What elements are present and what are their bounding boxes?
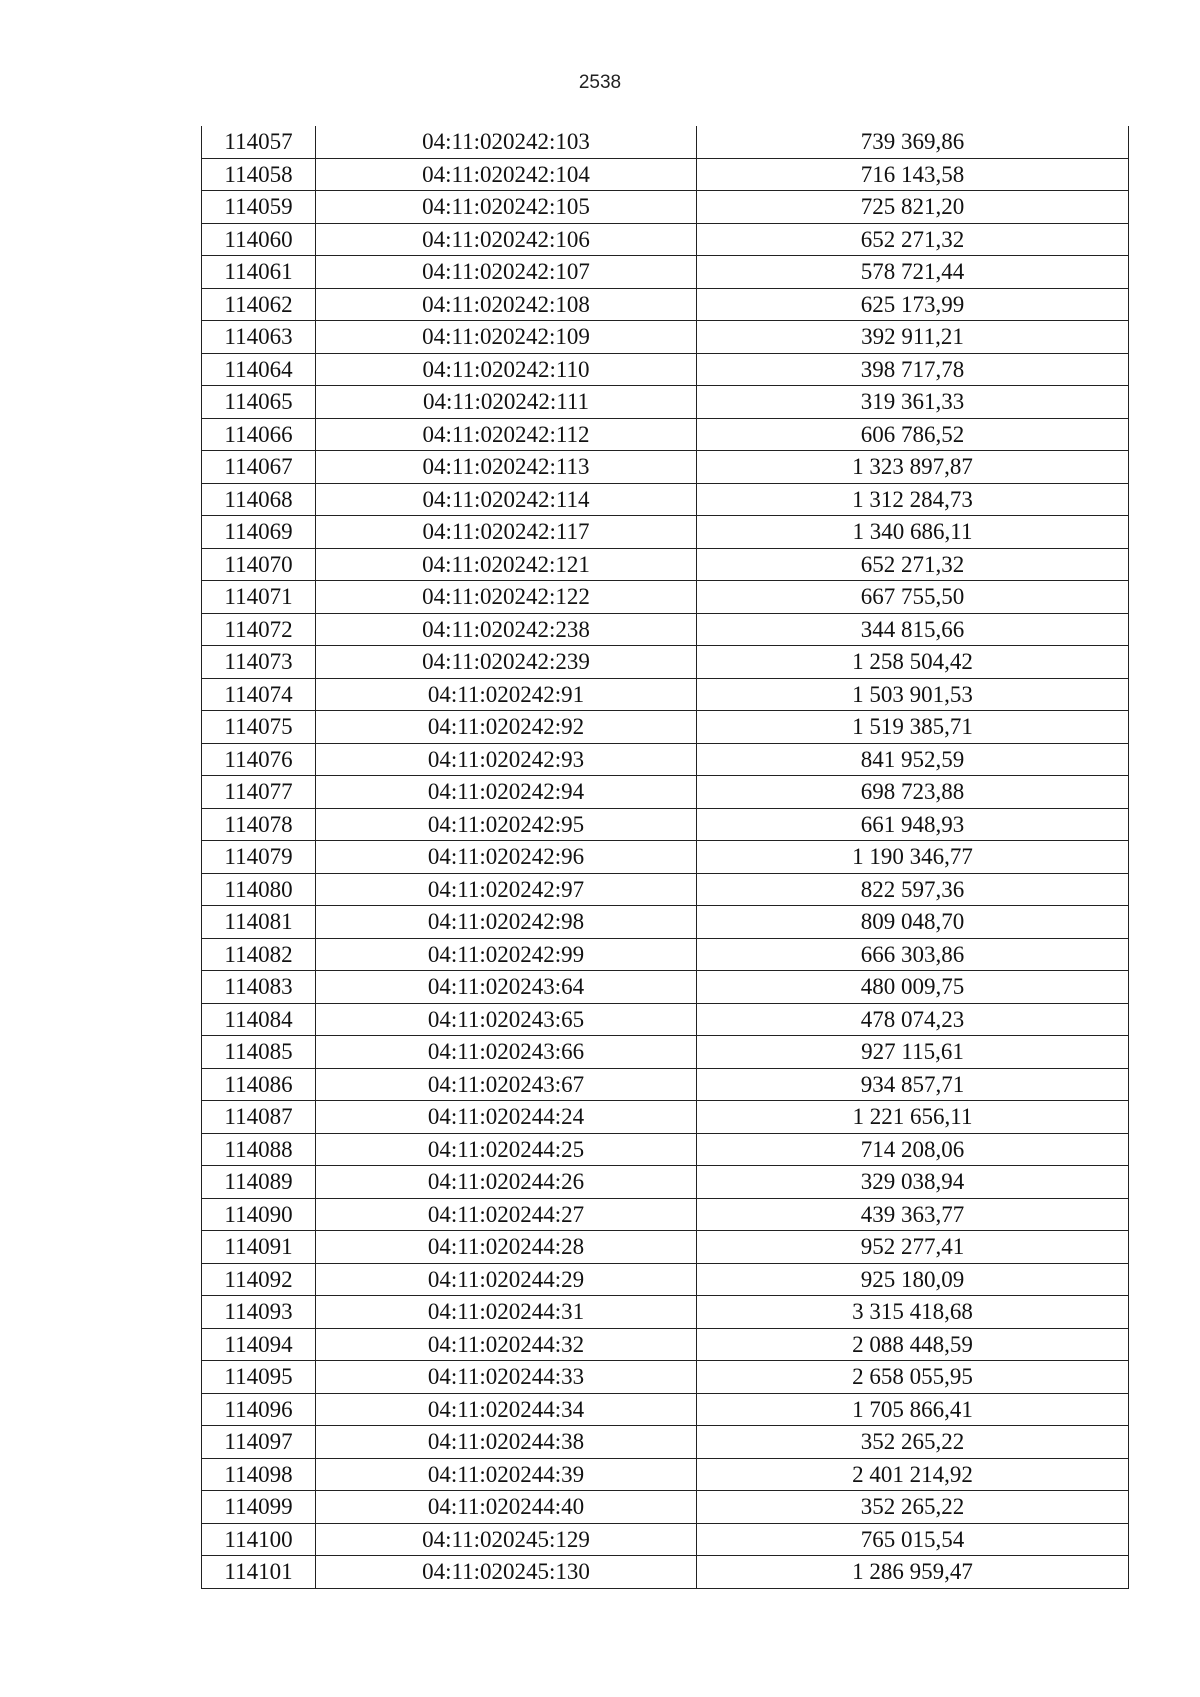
table-row [202, 1068, 1129, 1101]
table-row [202, 1328, 1129, 1361]
value-cell: 439 363,77 [697, 1198, 1129, 1231]
table-row [202, 808, 1129, 841]
table-row [202, 548, 1129, 581]
table-row [202, 223, 1129, 256]
value-cell: 822 597,36 [697, 873, 1129, 906]
cadastral-number-cell: 04:11:020242:96 [316, 841, 697, 874]
cadastral-number-cell: 04:11:020244:26 [316, 1166, 697, 1199]
table-row [202, 646, 1129, 679]
row-number-cell: 114071 [202, 581, 316, 614]
row-number-cell: 114069 [202, 516, 316, 549]
value-cell: 661 948,93 [697, 808, 1129, 841]
row-number-cell: 114065 [202, 386, 316, 419]
table-row [202, 613, 1129, 646]
row-number-cell: 114088 [202, 1133, 316, 1166]
value-cell: 698 723,88 [697, 776, 1129, 809]
value-cell: 392 911,21 [697, 321, 1129, 354]
value-cell: 934 857,71 [697, 1068, 1129, 1101]
cadastral-number-cell: 04:11:020242:104 [316, 158, 697, 191]
cadastral-number-cell: 04:11:020244:31 [316, 1296, 697, 1329]
table-row [202, 1231, 1129, 1264]
cadastral-value-table [201, 126, 1128, 1589]
value-cell: 3 315 418,68 [697, 1296, 1129, 1329]
row-number-cell: 114077 [202, 776, 316, 809]
table-row [202, 873, 1129, 906]
value-cell: 652 271,32 [697, 548, 1129, 581]
table-row [202, 711, 1129, 744]
cadastral-number-cell: 04:11:020244:38 [316, 1426, 697, 1459]
row-number-cell: 114081 [202, 906, 316, 939]
value-cell: 841 952,59 [697, 743, 1129, 776]
table-row [202, 288, 1129, 321]
table-row [202, 776, 1129, 809]
value-cell: 1 190 346,77 [697, 841, 1129, 874]
row-number-cell: 114089 [202, 1166, 316, 1199]
cadastral-number-cell: 04:11:020242:238 [316, 613, 697, 646]
row-number-cell: 114085 [202, 1036, 316, 1069]
row-number-cell: 114078 [202, 808, 316, 841]
table-row [202, 451, 1129, 484]
table-body [202, 126, 1129, 1588]
cadastral-number-cell: 04:11:020244:33 [316, 1361, 697, 1394]
cadastral-number-cell: 04:11:020242:108 [316, 288, 697, 321]
cadastral-number-cell: 04:11:020244:34 [316, 1393, 697, 1426]
value-cell: 352 265,22 [697, 1426, 1129, 1459]
row-number-cell: 114097 [202, 1426, 316, 1459]
table-row [202, 1101, 1129, 1134]
row-number-cell: 114057 [202, 126, 316, 158]
value-cell: 2 658 055,95 [697, 1361, 1129, 1394]
row-number-cell: 114059 [202, 191, 316, 224]
value-cell: 478 074,23 [697, 1003, 1129, 1036]
table-row [202, 581, 1129, 614]
table-row [202, 256, 1129, 289]
row-number-cell: 114064 [202, 353, 316, 386]
cadastral-number-cell: 04:11:020244:27 [316, 1198, 697, 1231]
row-number-cell: 114061 [202, 256, 316, 289]
cadastral-number-cell: 04:11:020242:92 [316, 711, 697, 744]
row-number-cell: 114076 [202, 743, 316, 776]
page-number: 2538 [578, 72, 622, 93]
row-number-cell: 114075 [202, 711, 316, 744]
cadastral-number-cell: 04:11:020242:239 [316, 646, 697, 679]
value-cell: 625 173,99 [697, 288, 1129, 321]
row-number-cell: 114079 [202, 841, 316, 874]
row-number-cell: 114083 [202, 971, 316, 1004]
value-cell: 1 340 686,11 [697, 516, 1129, 549]
table-row [202, 1003, 1129, 1036]
value-cell: 344 815,66 [697, 613, 1129, 646]
table-row [202, 906, 1129, 939]
cadastral-number-cell: 04:11:020242:95 [316, 808, 697, 841]
cadastral-number-cell: 04:11:020242:98 [316, 906, 697, 939]
value-cell: 1 286 959,47 [697, 1556, 1129, 1589]
cadastral-number-cell: 04:11:020242:111 [316, 386, 697, 419]
row-number-cell: 114091 [202, 1231, 316, 1264]
row-number-cell: 114087 [202, 1101, 316, 1134]
row-number-cell: 114092 [202, 1263, 316, 1296]
cadastral-number-cell: 04:11:020242:94 [316, 776, 697, 809]
value-cell: 2 088 448,59 [697, 1328, 1129, 1361]
row-number-cell: 114066 [202, 418, 316, 451]
value-cell: 809 048,70 [697, 906, 1129, 939]
cadastral-number-cell: 04:11:020242:99 [316, 938, 697, 971]
value-cell: 952 277,41 [697, 1231, 1129, 1264]
table-row [202, 1133, 1129, 1166]
table-row [202, 1036, 1129, 1069]
cadastral-number-cell: 04:11:020242:106 [316, 223, 697, 256]
value-cell: 666 303,86 [697, 938, 1129, 971]
value-cell: 714 208,06 [697, 1133, 1129, 1166]
value-cell: 1 519 385,71 [697, 711, 1129, 744]
value-cell: 652 271,32 [697, 223, 1129, 256]
cadastral-number-cell: 04:11:020242:109 [316, 321, 697, 354]
table-row [202, 353, 1129, 386]
value-cell: 1 503 901,53 [697, 678, 1129, 711]
table-row [202, 678, 1129, 711]
value-cell: 606 786,52 [697, 418, 1129, 451]
value-cell: 739 369,86 [697, 126, 1129, 158]
value-cell: 319 361,33 [697, 386, 1129, 419]
table-row [202, 1393, 1129, 1426]
row-number-cell: 114101 [202, 1556, 316, 1589]
table-row [202, 418, 1129, 451]
row-number-cell: 114067 [202, 451, 316, 484]
table-row [202, 126, 1129, 158]
table-row [202, 841, 1129, 874]
value-cell: 667 755,50 [697, 581, 1129, 614]
row-number-cell: 114063 [202, 321, 316, 354]
table-row [202, 1296, 1129, 1329]
row-number-cell: 114060 [202, 223, 316, 256]
cadastral-number-cell: 04:11:020244:24 [316, 1101, 697, 1134]
row-number-cell: 114073 [202, 646, 316, 679]
table-row [202, 1198, 1129, 1231]
cadastral-number-cell: 04:11:020245:129 [316, 1523, 697, 1556]
cadastral-number-cell: 04:11:020242:93 [316, 743, 697, 776]
row-number-cell: 114090 [202, 1198, 316, 1231]
cadastral-number-cell: 04:11:020244:25 [316, 1133, 697, 1166]
value-cell: 1 312 284,73 [697, 483, 1129, 516]
row-number-cell: 114094 [202, 1328, 316, 1361]
value-cell: 352 265,22 [697, 1491, 1129, 1524]
cadastral-number-cell: 04:11:020243:66 [316, 1036, 697, 1069]
row-number-cell: 114058 [202, 158, 316, 191]
row-number-cell: 114086 [202, 1068, 316, 1101]
cadastral-number-cell: 04:11:020242:91 [316, 678, 697, 711]
table-row [202, 743, 1129, 776]
value-cell: 927 115,61 [697, 1036, 1129, 1069]
cadastral-number-cell: 04:11:020243:67 [316, 1068, 697, 1101]
cadastral-number-cell: 04:11:020242:113 [316, 451, 697, 484]
row-number-cell: 114096 [202, 1393, 316, 1426]
table-row [202, 1426, 1129, 1459]
cadastral-number-cell: 04:11:020244:40 [316, 1491, 697, 1524]
table-row [202, 1556, 1129, 1589]
table-row [202, 516, 1129, 549]
table-row [202, 321, 1129, 354]
cadastral-number-cell: 04:11:020242:117 [316, 516, 697, 549]
row-number-cell: 114093 [202, 1296, 316, 1329]
table-row [202, 1263, 1129, 1296]
cadastral-number-cell: 04:11:020242:107 [316, 256, 697, 289]
cadastral-number-cell: 04:11:020244:28 [316, 1231, 697, 1264]
value-cell: 398 717,78 [697, 353, 1129, 386]
row-number-cell: 114098 [202, 1458, 316, 1491]
value-cell: 329 038,94 [697, 1166, 1129, 1199]
table-row [202, 1458, 1129, 1491]
value-cell: 2 401 214,92 [697, 1458, 1129, 1491]
table-row [202, 483, 1129, 516]
cadastral-number-cell: 04:11:020245:130 [316, 1556, 697, 1589]
cadastral-number-cell: 04:11:020243:65 [316, 1003, 697, 1036]
cadastral-number-cell: 04:11:020244:32 [316, 1328, 697, 1361]
row-number-cell: 114099 [202, 1491, 316, 1524]
cadastral-number-cell: 04:11:020242:97 [316, 873, 697, 906]
table-row [202, 191, 1129, 224]
cadastral-number-cell: 04:11:020243:64 [316, 971, 697, 1004]
row-number-cell: 114084 [202, 1003, 316, 1036]
value-cell: 480 009,75 [697, 971, 1129, 1004]
cadastral-number-cell: 04:11:020244:39 [316, 1458, 697, 1491]
value-cell: 1 705 866,41 [697, 1393, 1129, 1426]
value-cell: 1 323 897,87 [697, 451, 1129, 484]
value-cell: 925 180,09 [697, 1263, 1129, 1296]
value-cell: 578 721,44 [697, 256, 1129, 289]
row-number-cell: 114095 [202, 1361, 316, 1394]
table-row [202, 1166, 1129, 1199]
value-cell: 725 821,20 [697, 191, 1129, 224]
row-number-cell: 114100 [202, 1523, 316, 1556]
value-cell: 716 143,58 [697, 158, 1129, 191]
table-row [202, 386, 1129, 419]
data-table [201, 126, 1129, 1589]
table-row [202, 1491, 1129, 1524]
cadastral-number-cell: 04:11:020242:103 [316, 126, 697, 158]
cadastral-number-cell: 04:11:020242:105 [316, 191, 697, 224]
row-number-cell: 114080 [202, 873, 316, 906]
row-number-cell: 114070 [202, 548, 316, 581]
cadastral-number-cell: 04:11:020242:110 [316, 353, 697, 386]
table-row [202, 1523, 1129, 1556]
value-cell: 1 258 504,42 [697, 646, 1129, 679]
row-number-cell: 114068 [202, 483, 316, 516]
row-number-cell: 114062 [202, 288, 316, 321]
value-cell: 1 221 656,11 [697, 1101, 1129, 1134]
table-row [202, 158, 1129, 191]
cadastral-number-cell: 04:11:020244:29 [316, 1263, 697, 1296]
cadastral-number-cell: 04:11:020242:114 [316, 483, 697, 516]
table-row [202, 971, 1129, 1004]
cadastral-number-cell: 04:11:020242:121 [316, 548, 697, 581]
value-cell: 765 015,54 [697, 1523, 1129, 1556]
table-row [202, 1361, 1129, 1394]
cadastral-number-cell: 04:11:020242:122 [316, 581, 697, 614]
row-number-cell: 114074 [202, 678, 316, 711]
cadastral-number-cell: 04:11:020242:112 [316, 418, 697, 451]
table-row [202, 938, 1129, 971]
row-number-cell: 114072 [202, 613, 316, 646]
row-number-cell: 114082 [202, 938, 316, 971]
